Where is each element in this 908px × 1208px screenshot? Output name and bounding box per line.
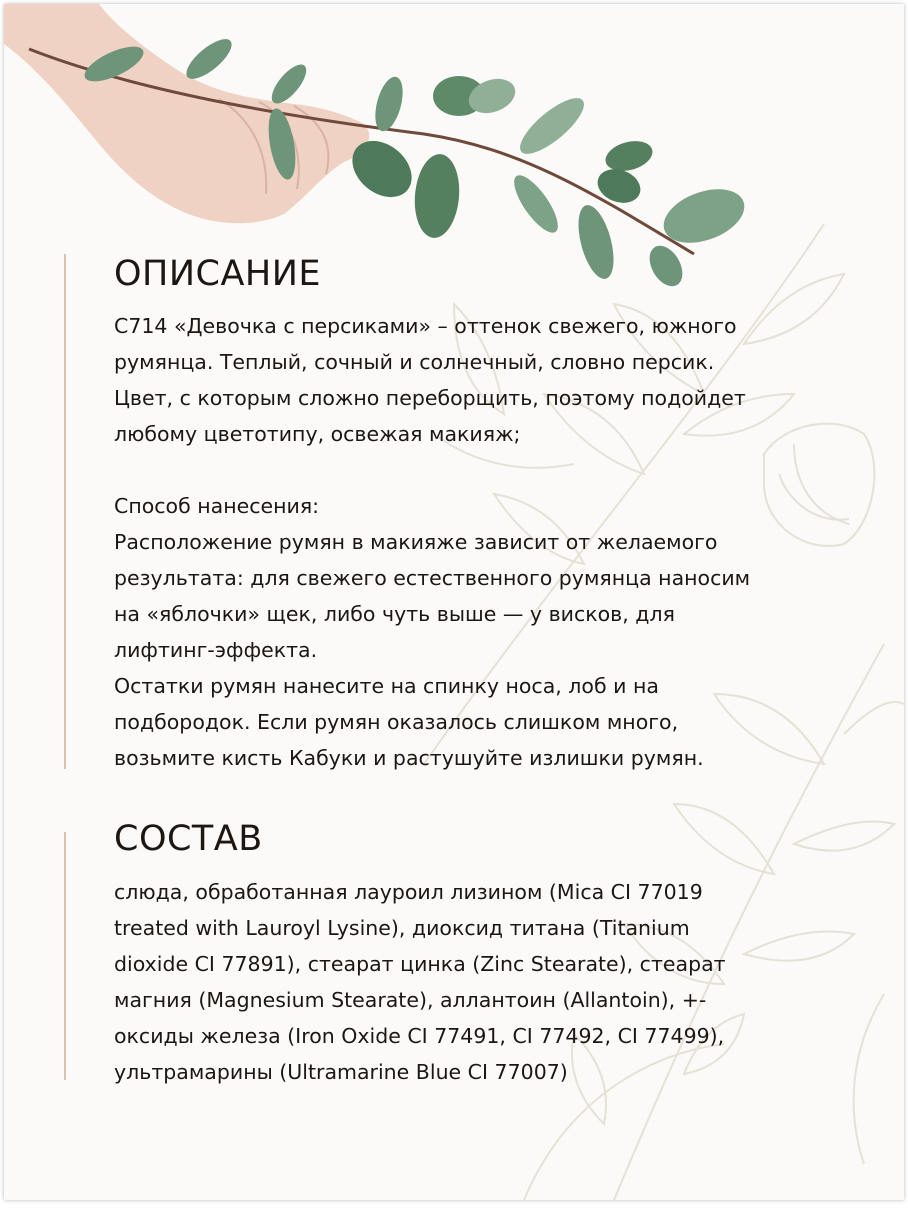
composition-line: оксиды железа (Iron Oxide CI 77491, CI 77492, CI 77499),	[114, 1024, 725, 1048]
description-line: лифтинг-эффекта.	[114, 638, 318, 662]
description-line	[114, 452, 849, 488]
application-method-label: Способ нанесения:	[114, 494, 320, 518]
description-line: возьмите кисть Кабуки и растушуйте излишки румян.	[114, 746, 704, 770]
description-line: результата: для свежего естественного румянца наносим	[114, 566, 751, 590]
description-line: Остатки румян нанесите на спинку носа, лоб и на	[114, 674, 659, 698]
composition-accent-bar	[64, 832, 66, 1080]
description-line: С714 «Девочка с персиками» – оттенок свежего, южного	[114, 314, 737, 338]
composition-heading: СОСТАВ	[114, 819, 263, 859]
description-line: подбородок. Если румян оказалось слишком много,	[114, 710, 679, 734]
description-line: Цвет, с которым сложно переборщить, поэтому подойдет	[114, 386, 746, 410]
description-line: на «яблочки» щек, либо чуть выше — у висков, для	[114, 602, 675, 626]
composition-line: слюда, обработанная лауроил лизином (Mica CI 77019	[114, 880, 703, 904]
composition-line: dioxide CI 77891), стеарат цинка (Zinc Stearate), стеарат	[114, 952, 726, 976]
composition-line: treated with Lauroyl Lysine), диоксид титана (Titanium	[114, 916, 690, 940]
description-heading: ОПИСАНИЕ	[114, 254, 322, 294]
composition-line: магния (Magnesium Stearate), аллантоин (Allantoin), +-	[114, 988, 707, 1012]
description-accent-bar	[64, 254, 66, 769]
description-line: любому цветотипу, освежая макияж;	[114, 422, 521, 446]
product-info-card	[4, 4, 904, 1200]
description-line: румянца. Теплый, сочный и солнечный, словно персик.	[114, 350, 715, 374]
description-line: Расположение румян в макияже зависит от желаемого	[114, 530, 718, 554]
description-text	[114, 308, 849, 776]
composition-line: ультрамарины (Ultramarine Blue CI 77007)	[114, 1060, 568, 1084]
hand-with-eucalyptus-branch-image	[4, 4, 764, 294]
composition-text	[114, 874, 849, 1090]
